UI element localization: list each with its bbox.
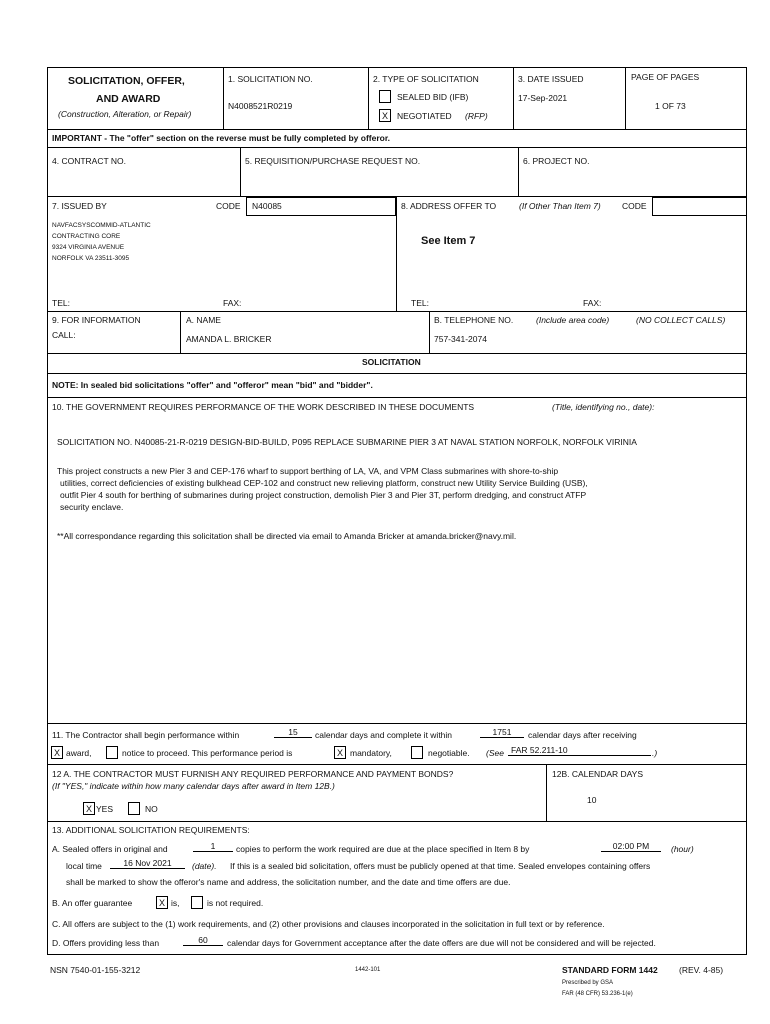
- see-far-value[interactable]: FAR 52.211-10: [508, 745, 651, 756]
- negotiated-rfp: (RFP): [465, 111, 488, 121]
- date-issued-value: 17-Sep-2021: [518, 93, 568, 103]
- see-label: (See: [486, 748, 504, 758]
- sealed-bid-checkbox[interactable]: [379, 90, 391, 103]
- see-item-7: See Item 7: [421, 235, 476, 247]
- negotiable-label: negotiable.: [428, 748, 470, 758]
- far-reference: FAR (48 CFR) 53.236-1(e): [562, 991, 633, 997]
- phone-note-1: (Include area code): [536, 315, 610, 325]
- issued-by-code-label: CODE: [216, 201, 241, 211]
- page-of-pages-label: PAGE OF PAGES: [631, 72, 700, 82]
- solicitation-heading: SOLICITATION: [362, 357, 421, 367]
- issued-by-label: 7. ISSUED BY: [52, 201, 107, 211]
- item13-a2: copies to perform the work required are due at the place specified in Item 8 by: [236, 844, 530, 854]
- project-no-label: 6. PROJECT NO.: [523, 156, 590, 166]
- important-notice: IMPORTANT - The "offer" section on the reverse must be fully completed by offeror.: [52, 133, 391, 143]
- item10-desc-line-1: This project constructs a new Pier 3 and CEP-176 wharf to support berthing of LA, VA, and VPM Class submarines with shore-to-ship: [57, 466, 559, 476]
- address-code-box: [652, 197, 747, 216]
- bond-no-label: NO: [145, 804, 158, 814]
- item11-part3: calendar days after receiving: [528, 730, 637, 740]
- info-label-1: 9. FOR INFORMATION: [52, 315, 141, 325]
- item13-date[interactable]: 16 Nov 2021: [110, 858, 185, 869]
- form-title-line1: SOLICITATION, OFFER,: [68, 75, 185, 87]
- form-title-line2: AND AWARD: [96, 93, 161, 105]
- issued-by-code-value: N40085: [252, 201, 282, 211]
- item13-hour: (hour): [671, 844, 694, 854]
- address-offer-note: (If Other Than Item 7): [519, 201, 601, 211]
- item10-correspondence: **All correspondance regarding this solicitation shall be directed via email to Amanda Bricker at amanda.bricker@navy.mil.: [57, 531, 517, 541]
- item12b-label: 12B. CALENDAR DAYS: [552, 769, 644, 779]
- see-close: .): [652, 748, 658, 758]
- fax2-label: FAX:: [583, 298, 602, 308]
- issuer-line-2: CONTRACTING CORE: [52, 233, 121, 240]
- award-checkbox[interactable]: X: [51, 746, 63, 759]
- address-offer-label: 8. ADDRESS OFFER TO: [401, 201, 497, 211]
- form-revision: (REV. 4-85): [679, 965, 724, 975]
- item10-title: SOLICITATION NO. N40085-21-R-0219 DESIGN-BID-BUILD, P095 REPLACE SUBMARINE PIER 3 AT NAVAL STATION NORFOLK, NORFOLK VIRINIA: [57, 437, 637, 447]
- phone-label: B. TELEPHONE NO.: [434, 315, 514, 325]
- notice-to-proceed-checkbox[interactable]: [106, 746, 118, 759]
- page-of-pages-value: 1 OF 73: [655, 101, 686, 111]
- guarantee-not-checkbox[interactable]: [191, 896, 203, 909]
- guarantee-not-label: is not required.: [207, 898, 264, 908]
- negotiable-checkbox[interactable]: [411, 746, 423, 759]
- item10-desc-line-3: outfit Pier 4 south for berthing of submarines during project construction, demolish Pier 3 and Pier 3T, perform dredging, and construct ATFP: [60, 490, 587, 500]
- bond-no-checkbox[interactable]: [128, 802, 140, 815]
- guarantee-is-checkbox[interactable]: X: [156, 896, 168, 909]
- item13-a3: If this is a sealed bid solicitation, offers must be publicly opened at that time. Sealed envelopes containing offers: [230, 861, 651, 871]
- item11-days-complete[interactable]: 1751: [480, 727, 524, 738]
- item13-copies[interactable]: 1: [193, 841, 233, 852]
- mandatory-checkbox[interactable]: X: [334, 746, 346, 759]
- solicitation-no-value: N4008521R0219: [228, 101, 293, 111]
- item13-time[interactable]: 02:00 PM: [601, 841, 661, 852]
- item13-c: C. All offers are subject to the (1) work requirements, and (2) other provisions and clauses incorporated in the solicitation in full text or by reference.: [52, 919, 605, 929]
- award-label: award,: [66, 748, 92, 758]
- item12a-label: 12 A. THE CONTRACTOR MUST FURNISH ANY REQUIRED PERFORMANCE AND PAYMENT BONDS?: [52, 769, 454, 779]
- item11-part2: calendar days and complete it within: [315, 730, 453, 740]
- contact-name-value: AMANDA L. BRICKER: [186, 334, 272, 344]
- item13-date-label: (date).: [192, 861, 217, 871]
- mandatory-label: mandatory,: [350, 748, 392, 758]
- tel2-label: TEL:: [411, 298, 429, 308]
- negotiated-checkbox[interactable]: X: [379, 109, 391, 122]
- contact-name-label: A. NAME: [186, 315, 221, 325]
- notice-label: notice to proceed. This performance period is: [122, 748, 293, 758]
- item13-d2: calendar days for Government acceptance after the date offers are due will not be considered and will be rejected.: [227, 938, 656, 948]
- item10-note: (Title, identifying no., date):: [552, 402, 655, 412]
- date-issued-label: 3. DATE ISSUED: [518, 74, 584, 84]
- issuer-line-3: 9324 VIRGINIA AVENUE: [52, 244, 125, 251]
- bond-yes-label: YES: [96, 804, 114, 814]
- contract-no-label: 4. CONTRACT NO.: [52, 156, 126, 166]
- issuer-line-4: NORFOLK VA 23511-3095: [52, 255, 130, 262]
- info-label-2: CALL:: [52, 330, 76, 340]
- negotiated-label: NEGOTIATED: [397, 111, 452, 121]
- item10-label: 10. THE GOVERNMENT REQUIRES PERFORMANCE OF THE WORK DESCRIBED IN THESE DOCUMENTS: [52, 402, 475, 412]
- phone-note-2: (NO COLLECT CALLS): [636, 315, 726, 325]
- sealed-bid-label: SEALED BID (IFB): [397, 92, 469, 102]
- item12b-value: 10: [587, 795, 597, 805]
- item12a-note: (If "YES," indicate within how many calendar days after award in Item 12B.): [52, 781, 335, 791]
- item11-part1: 11. The Contractor shall begin performance within: [52, 730, 240, 740]
- requisition-no-label: 5. REQUISITION/PURCHASE REQUEST NO.: [245, 156, 421, 166]
- phone-value: 757-341-2074: [434, 334, 487, 344]
- item13-label: 13. ADDITIONAL SOLICITATION REQUIREMENTS:: [52, 825, 250, 835]
- guarantee-is-label: is,: [171, 898, 180, 908]
- item13-a4: shall be marked to show the offeror's name and address, the solicitation number, and the date and time offers are due.: [66, 877, 511, 887]
- solicitation-type-label: 2. TYPE OF SOLICITATION: [373, 74, 479, 84]
- nsn-number: NSN 7540-01-155-3212: [50, 965, 141, 975]
- fax-label: FAX:: [223, 298, 242, 308]
- solicitation-no-label: 1. SOLICITATION NO.: [228, 74, 313, 84]
- tel-label: TEL:: [52, 298, 70, 308]
- prescribed-by: Prescribed by GSA: [562, 980, 614, 986]
- item10-desc-line-2: utilities, correct deficiencies of existing bulkhead CEP-102 and construct new relieving platform, construct new Utility Service Building (USB),: [60, 478, 588, 488]
- bond-yes-checkbox[interactable]: X: [83, 802, 95, 815]
- issuer-line-1: NAVFACSYSCOMMID-ATLANTIC: [52, 222, 151, 229]
- address-code-label: CODE: [622, 201, 647, 211]
- item11-days-begin[interactable]: 15: [274, 727, 312, 738]
- note-text: NOTE: In sealed bid solicitations "offer" and "offeror" mean "bid" and "bidder".: [52, 380, 373, 390]
- form-code: 1442-101: [355, 967, 381, 973]
- item13-acceptance-days[interactable]: 60: [183, 935, 223, 946]
- item10-desc-line-4: security enclave.: [60, 502, 124, 512]
- item13-local-time: local time: [66, 861, 102, 871]
- item13-b1: B. An offer guarantee: [52, 898, 133, 908]
- form-name: STANDARD FORM 1442: [562, 965, 658, 975]
- form-title-sub: (Construction, Alteration, or Repair): [58, 109, 192, 119]
- item13-d1: D. Offers providing less than: [52, 938, 160, 948]
- item13-a1: A. Sealed offers in original and: [52, 844, 168, 854]
